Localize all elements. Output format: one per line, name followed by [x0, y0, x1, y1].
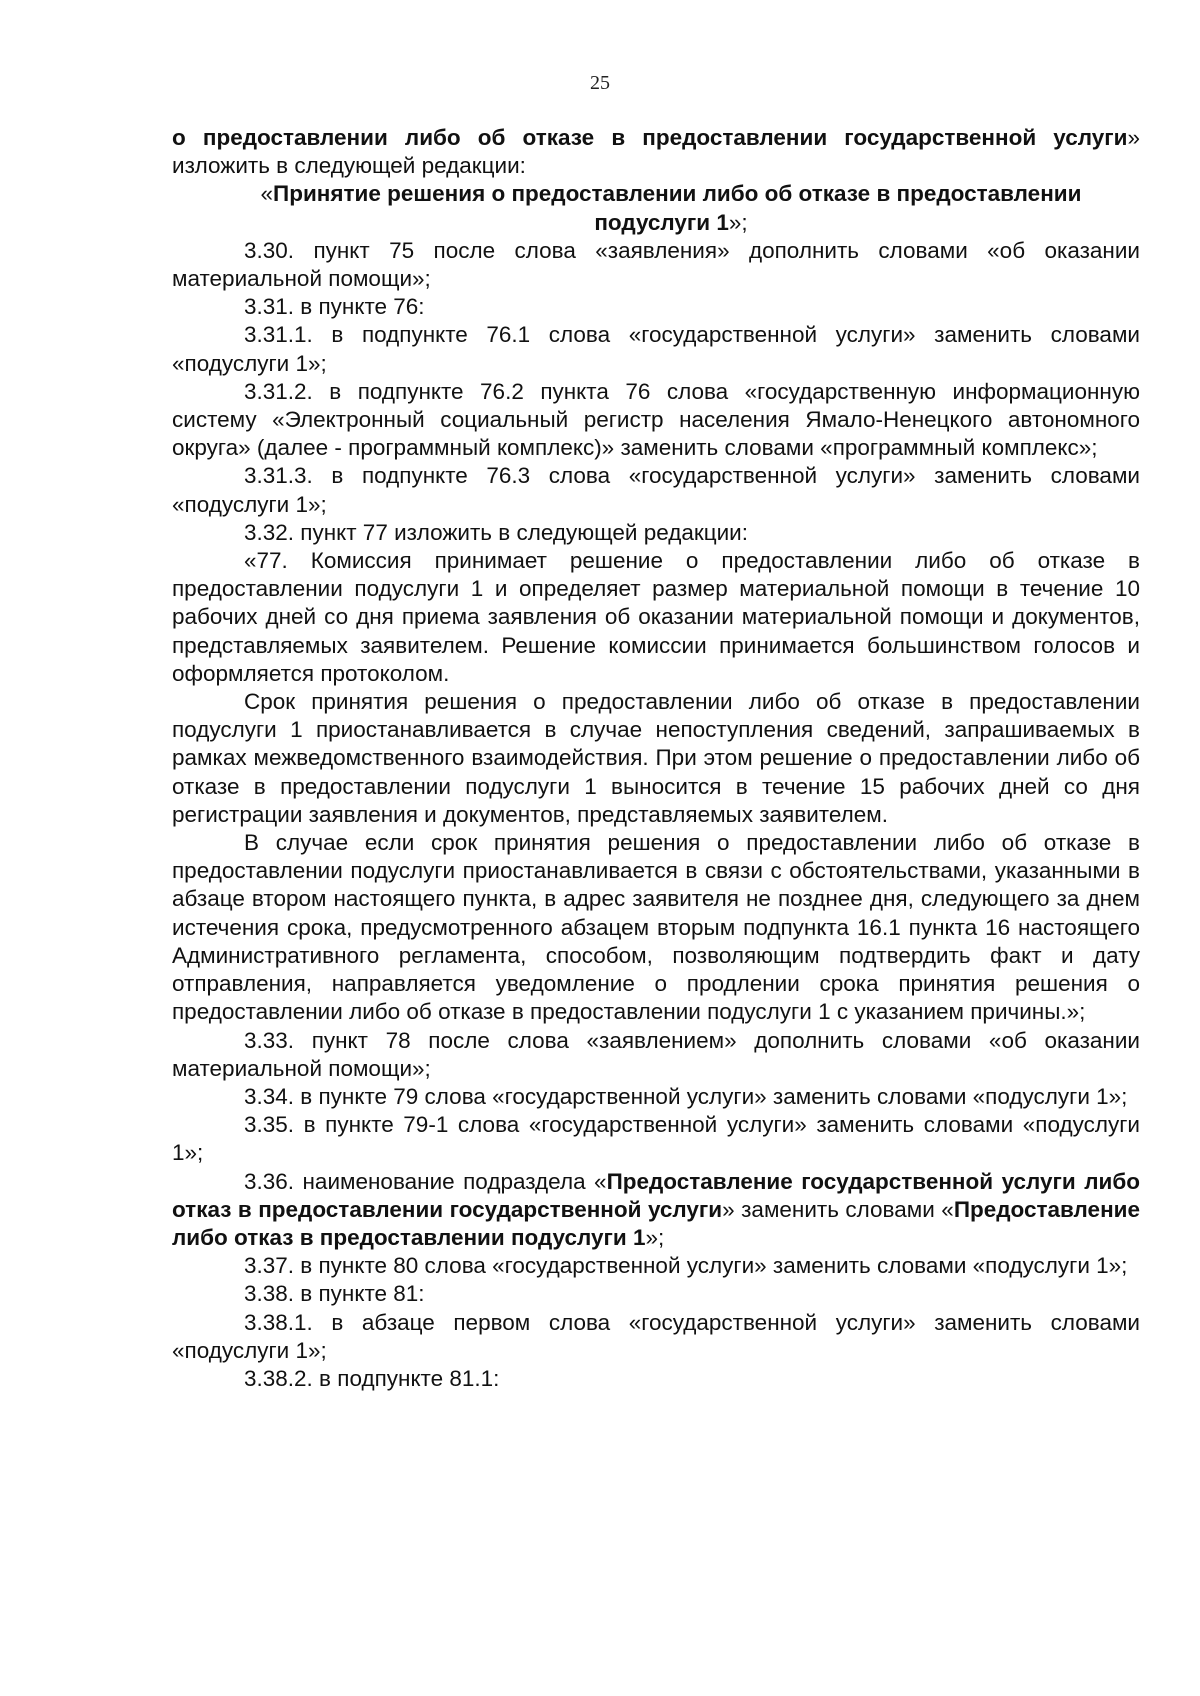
page-number: 25 — [590, 72, 610, 94]
plain-text: »; — [645, 1224, 665, 1250]
quote-close: »; — [728, 209, 748, 235]
paragraph-3-38-2: 3.38.2. в подпункте 81.1: — [244, 1365, 500, 1391]
paragraph-3-31: 3.31. в пункте 76: — [244, 294, 425, 320]
bold-text: о предоставлении либо об отказе в предоставлении государственной услуги — [172, 125, 1128, 150]
document-body — [172, 124, 1140, 1393]
paragraph-3-31-2: 3.31.2. в подпункте 76.2 пункта 76 слова «государственную информационную систему «Электронный социальный регистр населения Ямало-Ненецкого автономного округа» (далее - программный комплекс)» заменить словами «программный комплекс»; — [172, 378, 1140, 461]
paragraph-3-33: 3.33. пункт 78 после слова «заявлением» дополнить словами «об оказании материальной помощи»; — [172, 1027, 1140, 1081]
plain-text: » заменить словами « — [722, 1196, 954, 1222]
paragraph-77-second: Срок принятия решения о предоставлении либо об отказе в предоставлении подуслуги 1 приостанавливается в случае непоступления сведений, запрашиваемых в рамках межведомственного взаимодействия. При этом решение о предоставлении либо об отказе в предоставлении подуслуги 1 выносится в течение 15 рабочих дней со дня регистрации заявления и документов, представляемых заявителем. — [172, 689, 1140, 827]
heading-continuation — [172, 124, 1140, 180]
paragraph-3-35: 3.35. в пункте 79-1 слова «государственной услуги» заменить словами «подуслуги 1»; — [172, 1112, 1140, 1166]
paragraph-3-32: 3.32. пункт 77 изложить в следующей редакции: — [244, 519, 748, 545]
paragraph-77-third: В случае если срок принятия решения о предоставлении либо об отказе в предоставлении подуслуги приостанавливается в связи с обстоятельствами, указанными в абзаце втором настоящего пункта, в адрес заявителя не позднее дня, следующего за днем истечения срока, предусмотренного абзацем вторым подпункта 16.1 пункта 16 настоящего Административного регламента, способом, позволяющим подтвердить факт и дату отправления, направляется уведомление о продлении срока принятия решения о предоставлении либо об отказе в предоставлении подуслуги 1 с указанием причины.»; — [172, 830, 1140, 1025]
paragraph-3-37: 3.37. в пункте 80 слова «государственной услуги» заменить словами «подуслуги 1»; — [244, 1253, 1128, 1279]
bold-text: Принятие решения о предоставлении либо об отказе в предоставлении подуслуги 1 — [273, 181, 1082, 235]
paragraph-3-31-1: 3.31.1. в подпункте 76.1 слова «государственной услуги» заменить словами «подуслуги 1»; — [172, 322, 1140, 376]
paragraph-77-first: «77. Комиссия принимает решение о предоставлении либо об отказе в предоставлении подуслуги 1 и определяет размер материальной помощи в течение 10 рабочих дней со дня приема заявления об оказании материальной помощи и документов, представляемых заявителем. Решение комиссии принимается большинством голосов и оформляется протоколом. — [172, 548, 1140, 686]
paragraph-3-31-3: 3.31.3. в подпункте 76.3 слова «государственной услуги» заменить словами «подуслуги 1»; — [172, 463, 1140, 517]
paragraph-3-38: 3.38. в пункте 81: — [244, 1281, 425, 1307]
paragraph-3-34: 3.34. в пункте 79 слова «государственной услуги» заменить словами «подуслуги 1»; — [244, 1083, 1128, 1109]
plain-text: » изложить в следующей редакции: — [172, 125, 1140, 179]
paragraph-3-36 — [172, 1168, 1140, 1253]
paragraph-3-30: 3.30. пункт 75 после слова «заявления» дополнить словами «об оказании материальной помощи»; — [172, 237, 1140, 292]
paragraph-3-38-1: 3.38.1. в абзаце первом слова «государственной услуги» заменить словами «подуслуги 1»; — [172, 1309, 1140, 1363]
bold-text: Предоставление государственной услуги либо отказ в предоставлении государственной услуги — [172, 1168, 1140, 1222]
centered-title — [172, 180, 1140, 236]
plain-text: 3.36. наименование подраздела « — [244, 1168, 607, 1194]
bold-text: Предоставление либо отказ в предоставлении подуслуги 1 — [172, 1196, 1140, 1250]
quote-open: « — [260, 181, 274, 207]
